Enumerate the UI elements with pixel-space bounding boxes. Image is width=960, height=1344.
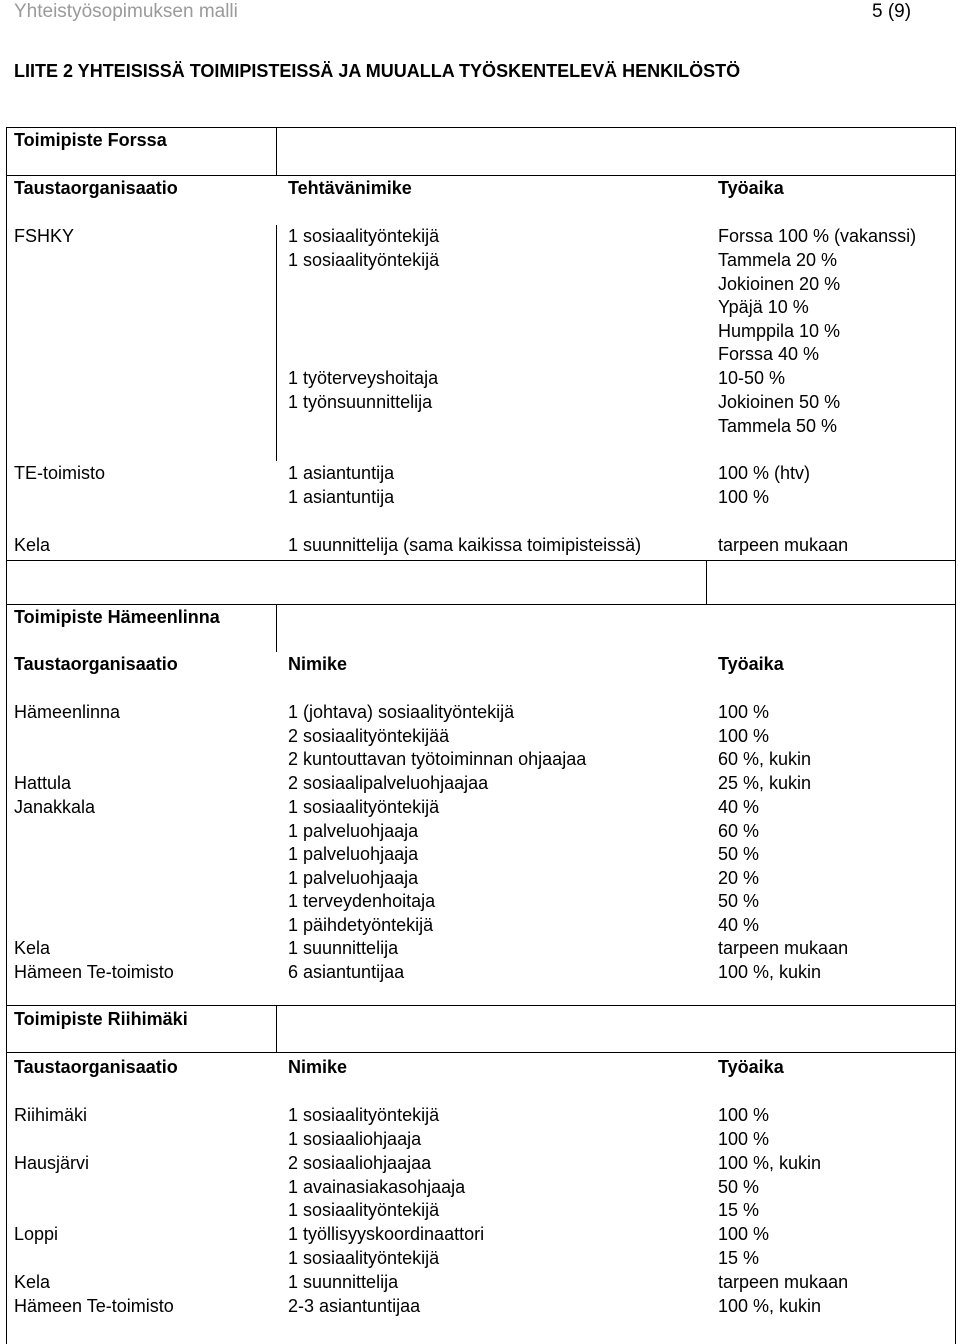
worktime-cell: Tammela 20 % (718, 250, 838, 270)
worktime-cell: 100 % (718, 702, 770, 722)
header-organisation: Taustaorganisaatio (14, 1057, 178, 1077)
job-title-cell: 1 työllisyyskoordinaattori (288, 1224, 485, 1244)
section-title: Toimipiste Hämeenlinna (14, 607, 220, 627)
worktime-cell: tarpeen mukaan (718, 938, 849, 958)
organisation-cell: Hattula (14, 773, 72, 793)
job-title-cell: 1 sosiaalityöntekijä (288, 1247, 440, 1268)
section-title: Toimipiste Forssa (14, 130, 167, 150)
job-title-cell: 1 palveluohjaaja (288, 867, 419, 888)
job-title-cell: 2 kuntouttavan työtoiminnan ohjaajaa (288, 749, 587, 770)
worktime-cell: 100 % (htv) (718, 463, 811, 483)
worktime-cell: Ypäjä 10 % (718, 297, 809, 318)
job-title-cell: 1 palveluohjaaja (288, 844, 419, 865)
worktime-cell: 20 % (718, 867, 760, 888)
worktime-cell: 100 % (718, 486, 770, 507)
job-title-cell: 1 sosiaalityöntekijä (288, 226, 440, 246)
organisation-cell: TE-toimisto (14, 463, 106, 483)
page-number: 5 (9) (872, 1, 912, 22)
divider (6, 1005, 955, 1006)
header-organisation: Taustaorganisaatio (14, 654, 178, 674)
organisation-cell: Hämeen Te-toimisto (14, 1296, 174, 1316)
worktime-cell: 100 % (718, 1128, 770, 1149)
divider (276, 225, 277, 461)
organisation-cell: Hausjärvi (14, 1153, 90, 1173)
header-title: Nimike (288, 1057, 348, 1077)
organisation-cell: Kela (14, 938, 51, 958)
worktime-cell: Jokioinen 20 % (718, 273, 841, 294)
worktime-cell: 25 %, kukin (718, 773, 812, 793)
worktime-cell: 100 % (718, 1224, 770, 1244)
job-title-cell: 2 sosiaalipalveluohjaajaa (288, 773, 489, 793)
organisation-cell: Loppi (14, 1224, 59, 1244)
divider (276, 127, 277, 176)
worktime-cell: 100 %, kukin (718, 1296, 822, 1316)
header-title: Nimike (288, 654, 348, 674)
worktime-cell: 40 % (718, 915, 760, 935)
job-title-cell: 1 terveydenhoitaja (288, 891, 436, 912)
section-title: Toimipiste Riihimäki (14, 1009, 188, 1029)
header-worktime: Työaika (718, 654, 784, 674)
worktime-cell: Jokioinen 50 % (718, 392, 841, 412)
divider (276, 1005, 277, 1053)
header-title: Tehtävänimike (288, 178, 412, 198)
worktime-cell: 100 % (718, 1105, 770, 1125)
job-title-cell: 1 asiantuntija (288, 486, 395, 507)
worktime-cell: tarpeen mukaan (718, 535, 849, 555)
divider (276, 604, 277, 652)
worktime-cell: Forssa 100 % (vakanssi) (718, 226, 917, 246)
job-title-cell: 1 asiantuntija (288, 463, 395, 483)
worktime-cell: 60 % (718, 820, 760, 841)
job-title-cell: 2 sosiaalityöntekijää (288, 725, 450, 746)
worktime-cell: 15 % (718, 1200, 760, 1221)
worktime-cell: tarpeen mukaan (718, 1272, 849, 1292)
organisation-cell: Hämeen Te-toimisto (14, 962, 174, 982)
organisation-cell: Janakkala (14, 797, 96, 817)
document-name: Yhteistyösopimuksen malli (14, 1, 238, 22)
worktime-cell: 10-50 % (718, 368, 786, 388)
divider (6, 560, 955, 561)
job-title-cell: 1 suunnittelija (288, 938, 399, 958)
worktime-cell: 15 % (718, 1247, 760, 1268)
divider (6, 604, 955, 605)
worktime-cell: 100 % (718, 725, 770, 746)
job-title-cell: 2 sosiaaliohjaajaa (288, 1153, 432, 1173)
job-title-cell: 2-3 asiantuntijaa (288, 1296, 421, 1316)
job-title-cell: 1 sosiaalityöntekijä (288, 797, 440, 817)
organisation-cell: Riihimäki (14, 1105, 88, 1125)
worktime-cell: 60 %, kukin (718, 749, 812, 770)
job-title-cell: 1 päihdetyöntekijä (288, 915, 434, 935)
job-title-cell: 1 (johtava) sosiaalityöntekijä (288, 702, 515, 722)
header-worktime: Työaika (718, 178, 784, 198)
job-title-cell: 1 työnsuunnittelija (288, 392, 433, 412)
worktime-cell: Humppila 10 % (718, 320, 841, 341)
worktime-cell: Forssa 40 % (718, 344, 820, 365)
organisation-cell: FSHKY (14, 226, 75, 246)
job-title-cell: 1 avainasiakasohjaaja (288, 1176, 466, 1197)
header-worktime: Työaika (718, 1057, 784, 1077)
worktime-cell: 50 % (718, 1176, 760, 1197)
job-title-cell: 1 sosiaalityöntekijä (288, 250, 440, 270)
job-title-cell: 6 asiantuntijaa (288, 962, 405, 982)
organisation-cell: Kela (14, 535, 51, 555)
divider (6, 1052, 955, 1053)
header-organisation: Taustaorganisaatio (14, 178, 178, 198)
worktime-cell: 100 %, kukin (718, 962, 822, 982)
worktime-cell: 100 %, kukin (718, 1153, 822, 1173)
worktime-cell: 50 % (718, 891, 760, 912)
worktime-cell: 50 % (718, 844, 760, 865)
job-title-cell: 1 suunnittelija (288, 1272, 399, 1292)
job-title-cell: 1 sosiaalityöntekijä (288, 1105, 440, 1125)
organisation-cell: Kela (14, 1272, 51, 1292)
job-title-cell: 1 suunnittelija (sama kaikissa toimipisteissä) (288, 535, 642, 555)
worktime-cell: 40 % (718, 797, 760, 817)
organisation-cell: Hämeenlinna (14, 702, 121, 722)
worktime-cell: Tammela 50 % (718, 415, 838, 436)
divider (6, 175, 955, 176)
divider (706, 560, 707, 605)
job-title-cell: 1 sosiaalityöntekijä (288, 1200, 440, 1221)
job-title-cell: 1 sosiaaliohjaaja (288, 1128, 422, 1149)
page-title: LIITE 2 YHTEISISSÄ TOIMIPISTEISSÄ JA MUUALLA TYÖSKENTELEVÄ HENKILÖSTÖ (14, 61, 741, 81)
job-title-cell: 1 palveluohjaaja (288, 820, 419, 841)
job-title-cell: 1 työterveyshoitaja (288, 368, 439, 388)
